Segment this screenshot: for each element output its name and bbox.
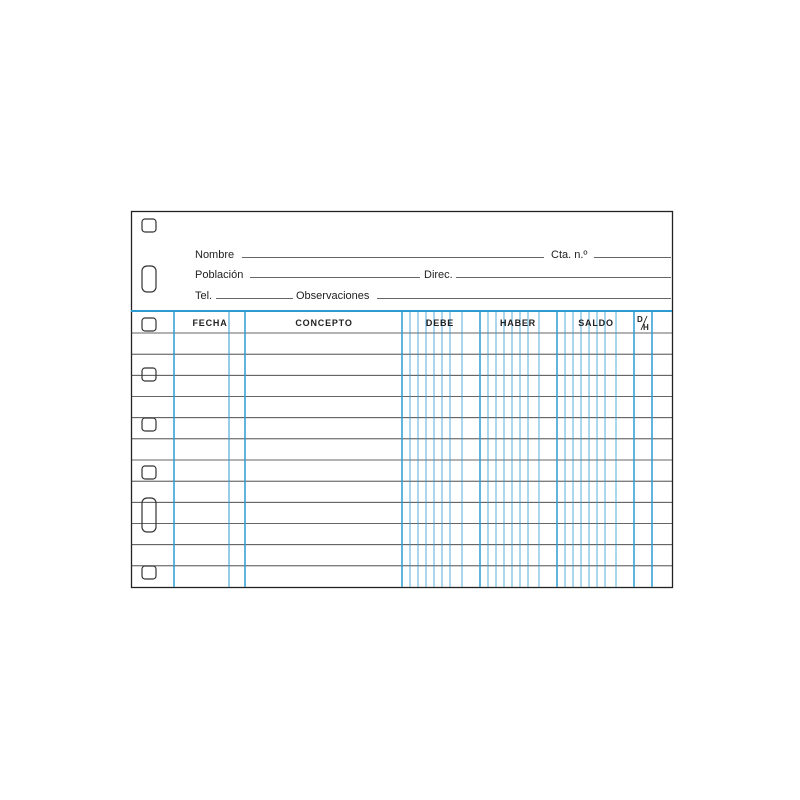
binder-hole: [142, 566, 156, 579]
binder-hole: [142, 466, 156, 479]
binder-hole: [142, 219, 156, 232]
col-header-fecha: FECHA: [192, 318, 228, 328]
direc-label: Direc.: [424, 269, 453, 281]
nombre-label: Nombre: [195, 249, 235, 261]
cta-label: Cta. n.º: [551, 249, 588, 261]
col-header-haber: HABER: [499, 318, 537, 328]
col-header-dh-top: D: [637, 315, 643, 324]
binder-hole: [142, 418, 156, 431]
col-header-debe: DEBE: [425, 318, 455, 328]
observaciones-label: Observaciones: [296, 290, 370, 302]
binder-hole: [142, 368, 156, 381]
col-header-dh-bottom: H: [643, 323, 649, 332]
tel-label: Tel.: [195, 290, 213, 302]
col-header-saldo: SALDO: [578, 318, 614, 328]
binder-hole-oblong: [142, 266, 156, 292]
col-header-concepto: CONCEPTO: [295, 318, 353, 328]
poblacion-label: Población: [195, 269, 244, 281]
binder-hole: [142, 318, 156, 331]
binder-hole-oblong: [142, 498, 156, 532]
